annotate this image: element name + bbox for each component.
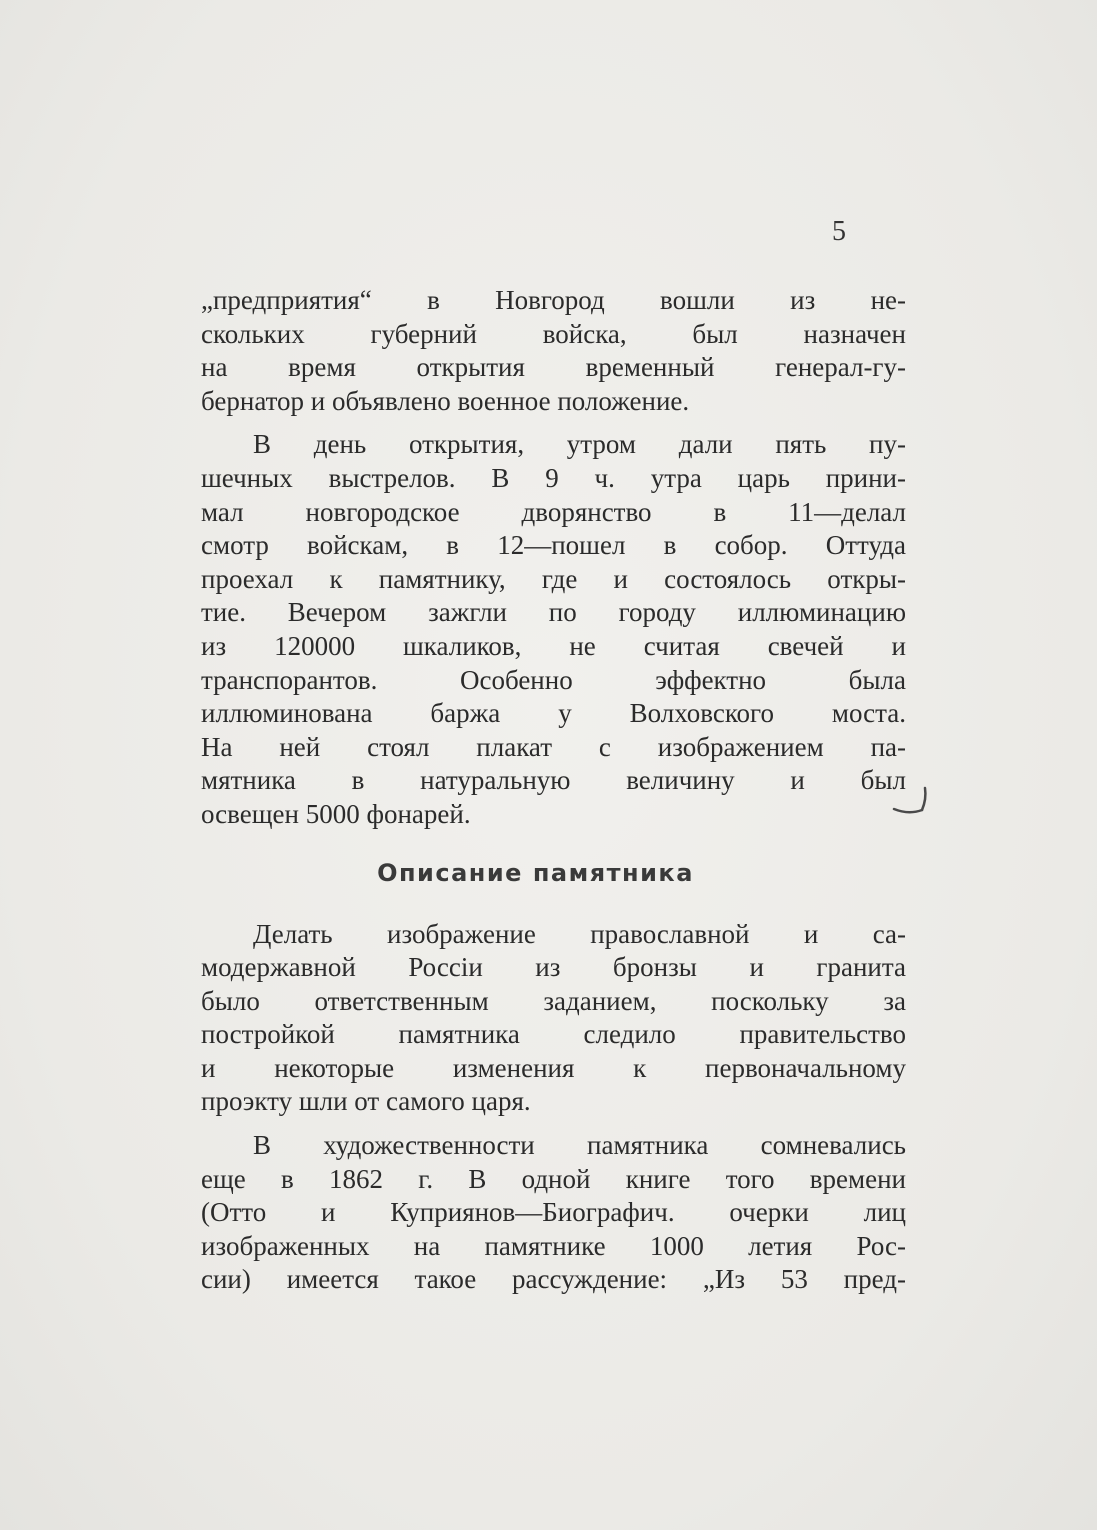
- paragraph-4: [201, 1129, 906, 1297]
- paragraph-2: [201, 428, 906, 831]
- text-line: и некоторые изменения к первоначальному: [201, 1052, 906, 1083]
- text-line: мал новгородское дворянство в 11—делал: [201, 496, 906, 527]
- text-line: на время открытия временный генерал-гу-: [201, 352, 906, 383]
- text-line: сии) имеется такое рассуждение: „Из 53 пред-: [201, 1264, 906, 1295]
- text-line: В день открытия, утром дали пять пу-: [253, 429, 906, 460]
- section-heading: Описание памятника: [377, 858, 694, 887]
- pencil-mark-icon: [892, 783, 932, 823]
- paragraph-3: [201, 918, 906, 1120]
- text-line: из 120000 шкаликов, не считая свечей и: [201, 630, 906, 661]
- text-line: бернатор и объявлено военное положение.: [201, 385, 690, 416]
- text-line: проэкту шли от самого царя.: [201, 1086, 531, 1117]
- page-number: 5: [832, 216, 846, 247]
- text-line: тие. Вечером зажгли по городу иллюминацию: [201, 597, 906, 628]
- text-line: (Отто и Куприянов—Биографич. очерки лиц: [201, 1197, 906, 1228]
- text-line: освещен 5000 фонарей.: [201, 798, 471, 829]
- text-line: модержавной Россіи из бронзы и гранита: [201, 952, 906, 983]
- paragraph-1: [201, 284, 906, 418]
- text-line: „предприятия“ в Новгород вошли из не-: [201, 285, 906, 315]
- text-line: транспорантов. Особенно эффектно была: [201, 664, 906, 695]
- text-line: В художественности памятника сомневались: [253, 1130, 906, 1161]
- text-line: шечных выстрелов. В 9 ч. утра царь прини-: [201, 462, 906, 493]
- text-line: проехал к памятнику, где и состоялось откры-: [201, 563, 906, 594]
- text-line: было ответственным заданием, поскольку за: [201, 985, 906, 1016]
- page-body: [201, 284, 906, 1297]
- text-line: смотр войскам, в 12—пошел в собор. Оттуда: [201, 530, 906, 561]
- text-line: На ней стоял плакат с изображением па-: [201, 731, 906, 762]
- text-line: постройкой памятника следило правительство: [201, 1019, 906, 1050]
- text-line: еще в 1862 г. В одной книге того времени: [201, 1163, 906, 1194]
- text-line: мятника в натуральную величину и был: [201, 765, 906, 796]
- text-line: Делать изображение православной и са-: [253, 918, 906, 949]
- text-line: иллюминована баржа у Волховского моста.: [201, 698, 906, 729]
- text-line: изображенных на памятнике 1000 летия Рос-: [201, 1230, 906, 1261]
- text-line: скольких губерний войска, был назначен: [201, 318, 906, 349]
